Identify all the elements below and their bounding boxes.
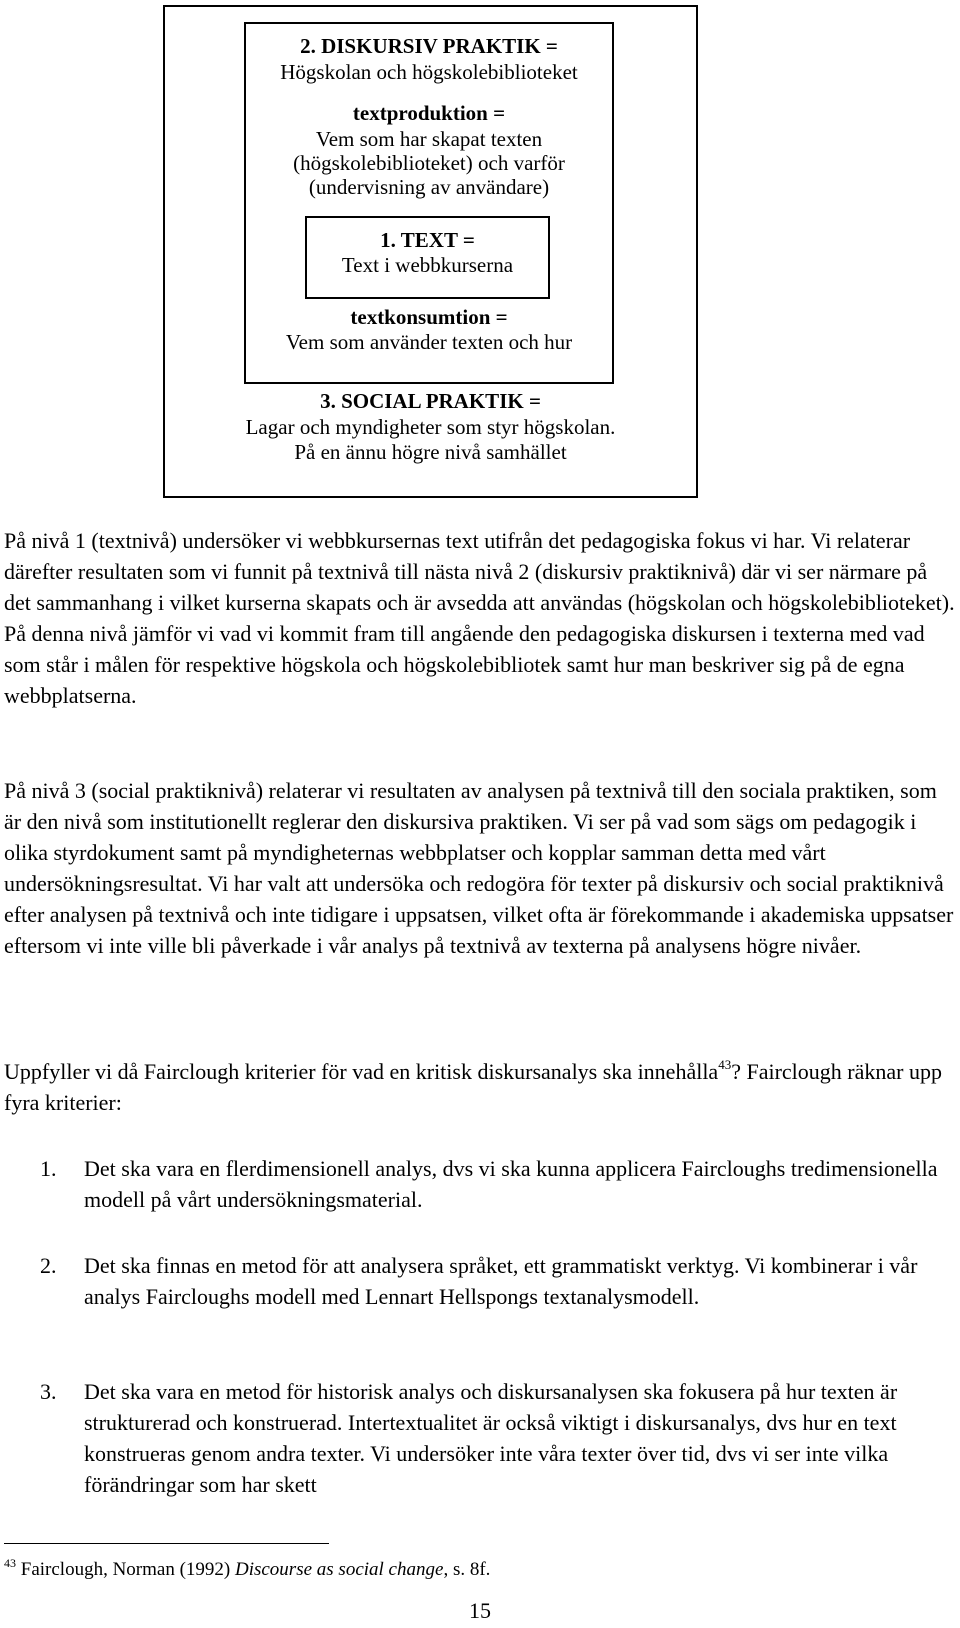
text-box (305, 216, 550, 299)
text-production-line1: Vem som har skapat texten (315, 127, 543, 151)
paragraph-level-1: På nivå 1 (textnivå) undersöker vi webbkursernas text utifrån det pedagogiska fokus vi har. Vi relaterar därefter resultaten som vi funnit på textnivå till nästa nivå 2 (diskursiv praktiknivå) där vi ser närmare på det sammanhang i vilket kurserna skapats och är avsedda att användas (högskolan och högskolebiblioteket). På denna nivå jämför vi vad vi kommit fram till angående den pedagogiska diskursen i texterna med vad som står i målen för respektive högskola och högskolebibliotek samt hur man beskriver sig på de egna webbplatserna. (4, 528, 955, 708)
list-item (40, 1376, 956, 1500)
footnote-divider (4, 1543, 329, 1544)
list-text: Det ska finnas en metod för att analysera språket, ett grammatiskt verktyg. Vi kombinerar i vår analys Faircloughs modell med Lennart Hellspongs textanalysmodell. (84, 1253, 918, 1309)
social-practice-line2: På en ännu högre nivå samhället (294, 440, 567, 464)
text-production-line2: (högskolebiblioteket) och varför (293, 151, 565, 175)
text-production-line3: (undervisning av användare) (308, 175, 550, 199)
discursive-practice-box (244, 22, 614, 384)
list-item (40, 1153, 956, 1215)
list-number: 3. (40, 1379, 57, 1404)
list-text: Det ska vara en metod för historisk analys och diskursanalysen ska fokusera på hur texten är strukturerad och konstruerad. Intertextualitet är också viktigt i diskursanalys, dvs hur en text konstrueras genom andra texter. Vi undersöker inte våra texter över tid, dvs vi ser inte vilka förändringar som har skett (84, 1379, 898, 1497)
text-consumption-title: textkonsumtion = (350, 305, 508, 329)
text-level-desc: Text i webbkurserna (341, 253, 514, 277)
list-item (40, 1250, 956, 1312)
discursive-practice-title: 2. DISKURSIV PRAKTIK = (300, 34, 558, 58)
list-text: Det ska vara en flerdimensionell analys, dvs vi ska kunna applicera Faircloughs tredimensionella modell på vårt undersökningsmaterial. (84, 1156, 938, 1212)
footnote-book-title: Discourse as social change (234, 1559, 444, 1580)
paragraph-level-3: På nivå 3 (social praktiknivå) relaterar vi resultaten av analysen på textnivå till den sociala praktiken, som är den nivå som institutionellt reglerar den diskursiva praktiken. Vi ser på vad som sägs om pedagogik i olika styrdokument samt på myndigheternas webbplatser och kopplar samman detta med vårt undersökningsresultat. Vi har valt att undersöka och redogöra för texter på diskursiv och social praktiknivå efter analysen på textnivå och inte tidigare i uppsatsen, vilket ofta är förekommande i akademiska uppsatser eftersom vi inte ville bli påverkade i vår analys på textnivå av texterna på analysens högre nivåer. (4, 778, 954, 958)
social-practice-line1: Lagar och myndigheter som styr högskolan. (245, 415, 616, 439)
text-production-title: textproduktion = (352, 101, 506, 125)
footnote: $^{43}$ Fairclough, Norman (1992) Discourse as social change, s. 8f. (4, 1556, 491, 1580)
discursive-practice-desc: Högskolan och högskolebiblioteket (280, 60, 578, 84)
list-number: 2. (40, 1253, 57, 1278)
text-consumption-desc: Vem som använder texten och hur (285, 330, 573, 354)
list-number: 1. (40, 1156, 57, 1181)
footnote-ref: 43 (718, 1057, 732, 1072)
social-practice-title: 3. SOCIAL PRAKTIK = (320, 389, 541, 413)
text-level-title: 1. TEXT = (380, 228, 475, 252)
page-number: 15 (469, 1598, 491, 1623)
paragraph-criteria-intro: Uppfyller vi då Fairclough kriterier för vad en kritisk diskursanalys ska innehålla$^{43}$? Fairclough räknar upp fyra kriterier: (4, 1057, 942, 1115)
